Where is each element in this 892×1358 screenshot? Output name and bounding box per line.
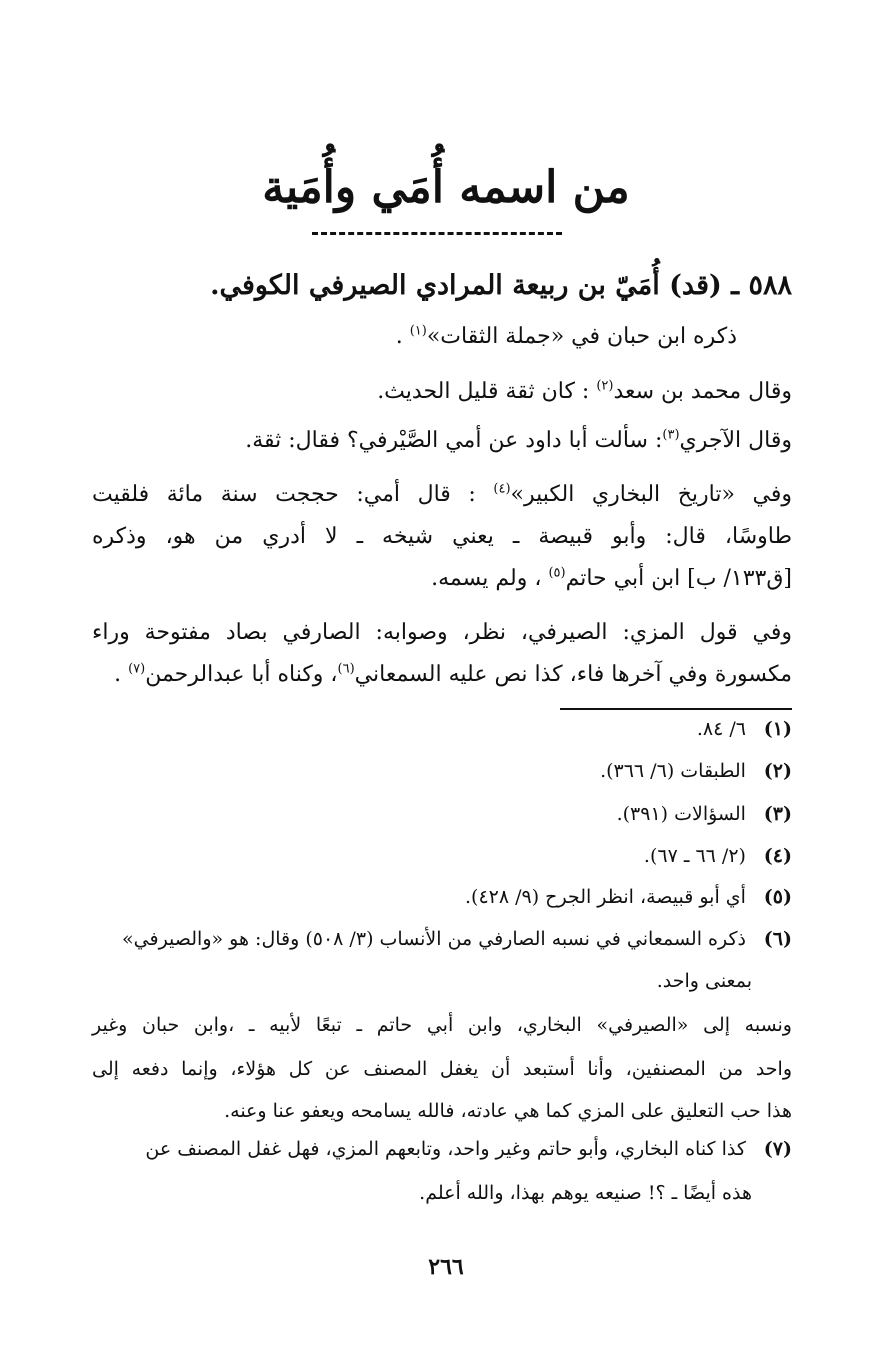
footnote-continuation: ونسبه إلى «الصيرفي» البخاري، وابن أبي حاتم ـ تبعًا لأبيه ـ ،وابن حبان وغير: [92, 1014, 792, 1036]
entry-line: وقال محمد بن سعد$^{(٢)}$ : كان ثقة قليل الحديث.: [377, 378, 792, 404]
footnote-ref: (٥): [548, 565, 566, 581]
entry-line: وفي «تاريخ البخاري الكبير»$^{(٤)}$ : قال أمي: حججت سنة مائة فلقيت: [92, 481, 793, 507]
entry-line: وقال الآجري$^{(٣)}$: سألت أبا داود عن أمي الصَّيْرفي؟ فقال: ثقة.: [245, 427, 792, 453]
footnote: (٥) أي أبو قبيصة، انظر الجرح (٩/ ٤٢٨).: [92, 882, 792, 912]
footnote: (٢) الطبقات (٦/ ٣٦٦).: [92, 756, 792, 786]
title-underline: [312, 232, 562, 235]
footnote-continuation: هذا حب التعليق على المزي كما هي عادته، فالله يسامحه ويعفو عنا وعنه.: [224, 1100, 792, 1122]
footnote: (٣) السؤالات (٣٩١).: [92, 799, 792, 829]
page-number: ٢٦٦: [428, 1254, 464, 1280]
footnote-number: (٢): [763, 760, 792, 782]
footnote-separator: [560, 708, 792, 710]
footnote-number: (٥): [763, 886, 792, 908]
footnote-number: (٦): [763, 928, 792, 950]
footnote-number: (٧): [763, 1138, 792, 1160]
footnote-ref: (٢): [596, 378, 614, 394]
entry-line: [ق١٣٣/ ب] ابن أبي حاتم$^{(٥)}$ ، ولم يسمه.: [431, 565, 792, 591]
footnote: (٧) كذا كناه البخاري، وأبو حاتم وغير واحد، وتابعهم المزي، فهل غفل المصنف عن: [92, 1134, 792, 1164]
entry-heading: ٥٨٨ ـ (قد) أُمَيّ بن ربيعة المرادي الصيرفي الكوفي.: [210, 270, 792, 301]
entry-line: ذكره ابن حبان في «جملة الثقات»$^{(١)}$ .: [395, 323, 737, 349]
footnote: (١) ٦/ ٨٤.: [92, 714, 792, 744]
footnote-number: (١): [763, 718, 792, 740]
footnote: (٤) (٢/ ٦٦ ـ ٦٧).: [92, 841, 792, 871]
footnote-ref: (٤): [493, 481, 511, 497]
footnote-ref: (٦): [337, 661, 355, 677]
footnote-continuation: هذه أيضًا ـ ؟! صنيعه يوهم بهذا، والله أعلم.: [419, 1182, 752, 1204]
entry-line: طاوسًا، قال: وأبو قبيصة ـ يعني شيخه ـ لا أدري من هو، وذكره: [92, 524, 792, 549]
entry-line: مكسورة وفي آخرها فاء، كذا نص عليه السمعاني$^{(٦)}$، وكناه أبا عبدالرحمن$^{(٧)}$ .: [114, 661, 792, 687]
entry-line: وفي قول المزي: الصيرفي، نظر، وصوابه: الصارفي بصاد مفتوحة وراء: [92, 620, 792, 645]
footnote-ref: (٣): [662, 427, 680, 443]
footnote: (٦) ذكره السمعاني في نسبه الصارفي من الأنساب (٣/ ٥٠٨) وقال: هو «والصيرفي»: [92, 924, 792, 954]
footnote-ref: (٧): [128, 661, 146, 677]
footnote-number: (٤): [763, 845, 792, 867]
footnote-number: (٣): [763, 803, 792, 825]
section-title: من اسمه أُمَي وأُمَية: [262, 162, 630, 213]
footnote-continuation: بمعنى واحد.: [656, 970, 752, 992]
footnote-continuation: واحد من المصنفين، وأنا أستبعد أن يغفل المصنف عن كل هؤلاء، وإنما دفعه إلى: [92, 1058, 792, 1080]
footnote-ref: (١): [409, 323, 427, 339]
